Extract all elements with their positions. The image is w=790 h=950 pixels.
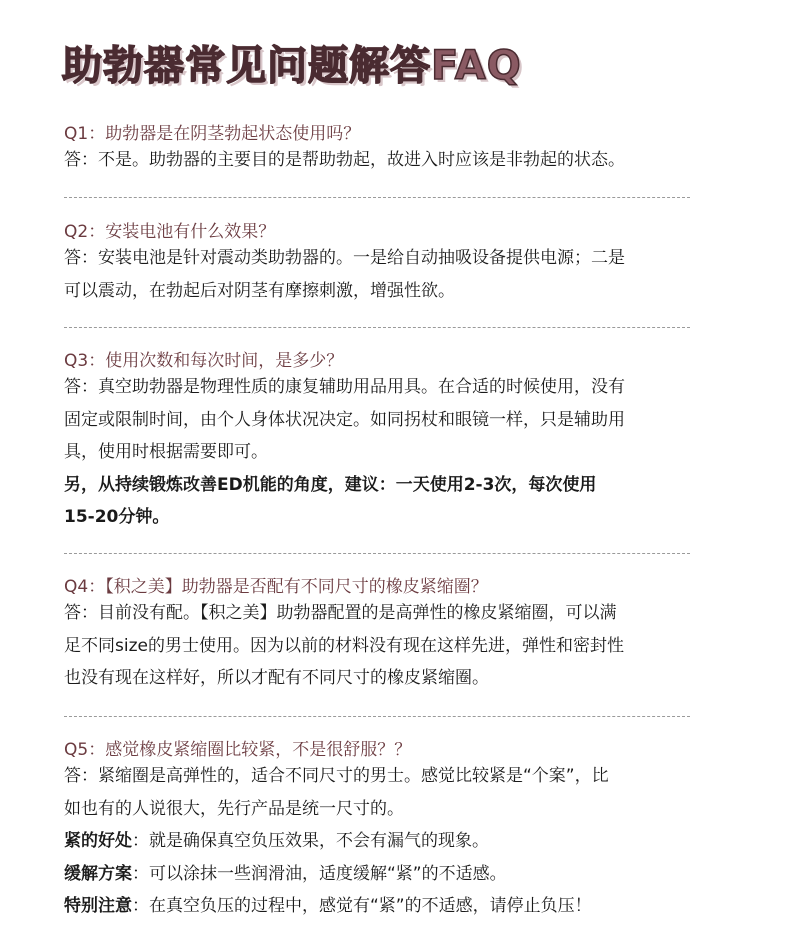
answer-line: 如也有的人说很大，先行产品是统一尺寸的。 bbox=[64, 798, 404, 819]
answer-line-bold: 另，从持续锻炼改善ED机能的角度，建议：一天使用2-3次，每次使用 bbox=[64, 474, 597, 495]
divider bbox=[64, 197, 690, 198]
question: Q2：安装电池有什么效果？ bbox=[64, 222, 276, 242]
answer-line: 固定或限制时间，由个人身体状况决定。如同拐杖和眼镜一样，只是辅助用 bbox=[64, 409, 625, 430]
answer bbox=[64, 597, 704, 695]
faq-item-5 bbox=[64, 739, 704, 923]
answer bbox=[64, 242, 704, 307]
answer-line: 具，使用时根据需要即可。 bbox=[64, 442, 268, 462]
question: Q1：助勃器是在阴茎勃起状态使用吗？ bbox=[64, 124, 361, 144]
note-line bbox=[64, 825, 704, 858]
question: Q4：【积之美】助勃器是否配有不同尺寸的橡皮紧缩圈？ bbox=[64, 577, 488, 597]
answer-line: 答：目前没有配。【积之美】助勃器配置的是高弹性的橡皮紧缩圈，可以满 bbox=[64, 603, 617, 623]
answer-line: 可以震动，在勃起后对阴茎有摩擦刺激，增强性欲。 bbox=[64, 280, 455, 301]
answer bbox=[64, 371, 704, 534]
faq-item-2 bbox=[64, 221, 704, 307]
answer-line: 答：安装电池是针对震动类助勃器的。一是给自动抽吸设备提供电源；二是 bbox=[64, 248, 625, 268]
faq-item-4 bbox=[64, 576, 704, 695]
question: Q5：感觉橡皮紧缩圈比较紧，不是很舒服？？ bbox=[64, 740, 412, 760]
note-text: ：可以涂抹一些润滑油，适度缓解“紧”的不适感。 bbox=[132, 863, 507, 884]
answer-line-bold: 15-20分钟。 bbox=[64, 507, 170, 527]
answer bbox=[64, 144, 704, 177]
note-text: ：在真空负压的过程中，感觉有“紧”的不适感，请停止负压！ bbox=[132, 896, 592, 916]
note-line bbox=[64, 858, 704, 891]
answer-line: 足不同size的男士使用。因为以前的材料没有现在这样先进，弹性和密封性 bbox=[64, 635, 624, 656]
answer-line: 答：紧缩圈是高弹性的，适合不同尺寸的男士。感觉比较紧是“个案”，比 bbox=[64, 766, 609, 786]
divider bbox=[64, 327, 690, 328]
answer-line: 答：不是。助勃器的主要目的是帮助勃起，故进入时应该是非勃起的状态。 bbox=[64, 150, 625, 170]
divider bbox=[64, 553, 690, 554]
answer-line: 答：真空助勃器是物理性质的康复辅助用品用具。在合适的时候使用，没有 bbox=[64, 377, 625, 397]
note-text: ：就是确保真空负压效果，不会有漏气的现象。 bbox=[132, 831, 489, 851]
divider bbox=[64, 716, 690, 717]
note-label: 紧的好处 bbox=[64, 831, 132, 851]
answer-line: 也没有现在这样好，所以才配有不同尺寸的橡皮紧缩圈。 bbox=[64, 668, 489, 688]
note-label: 缓解方案 bbox=[64, 863, 132, 884]
note-label: 特别注意 bbox=[64, 896, 132, 916]
note-line bbox=[64, 890, 704, 923]
question: Q3：使用次数和每次时间，是多少？ bbox=[64, 351, 344, 371]
page-title: 助勃器常见问题解答FAQ bbox=[62, 43, 522, 89]
faq-item-3 bbox=[64, 350, 704, 534]
faq-item-1 bbox=[64, 123, 704, 177]
answer bbox=[64, 760, 704, 923]
